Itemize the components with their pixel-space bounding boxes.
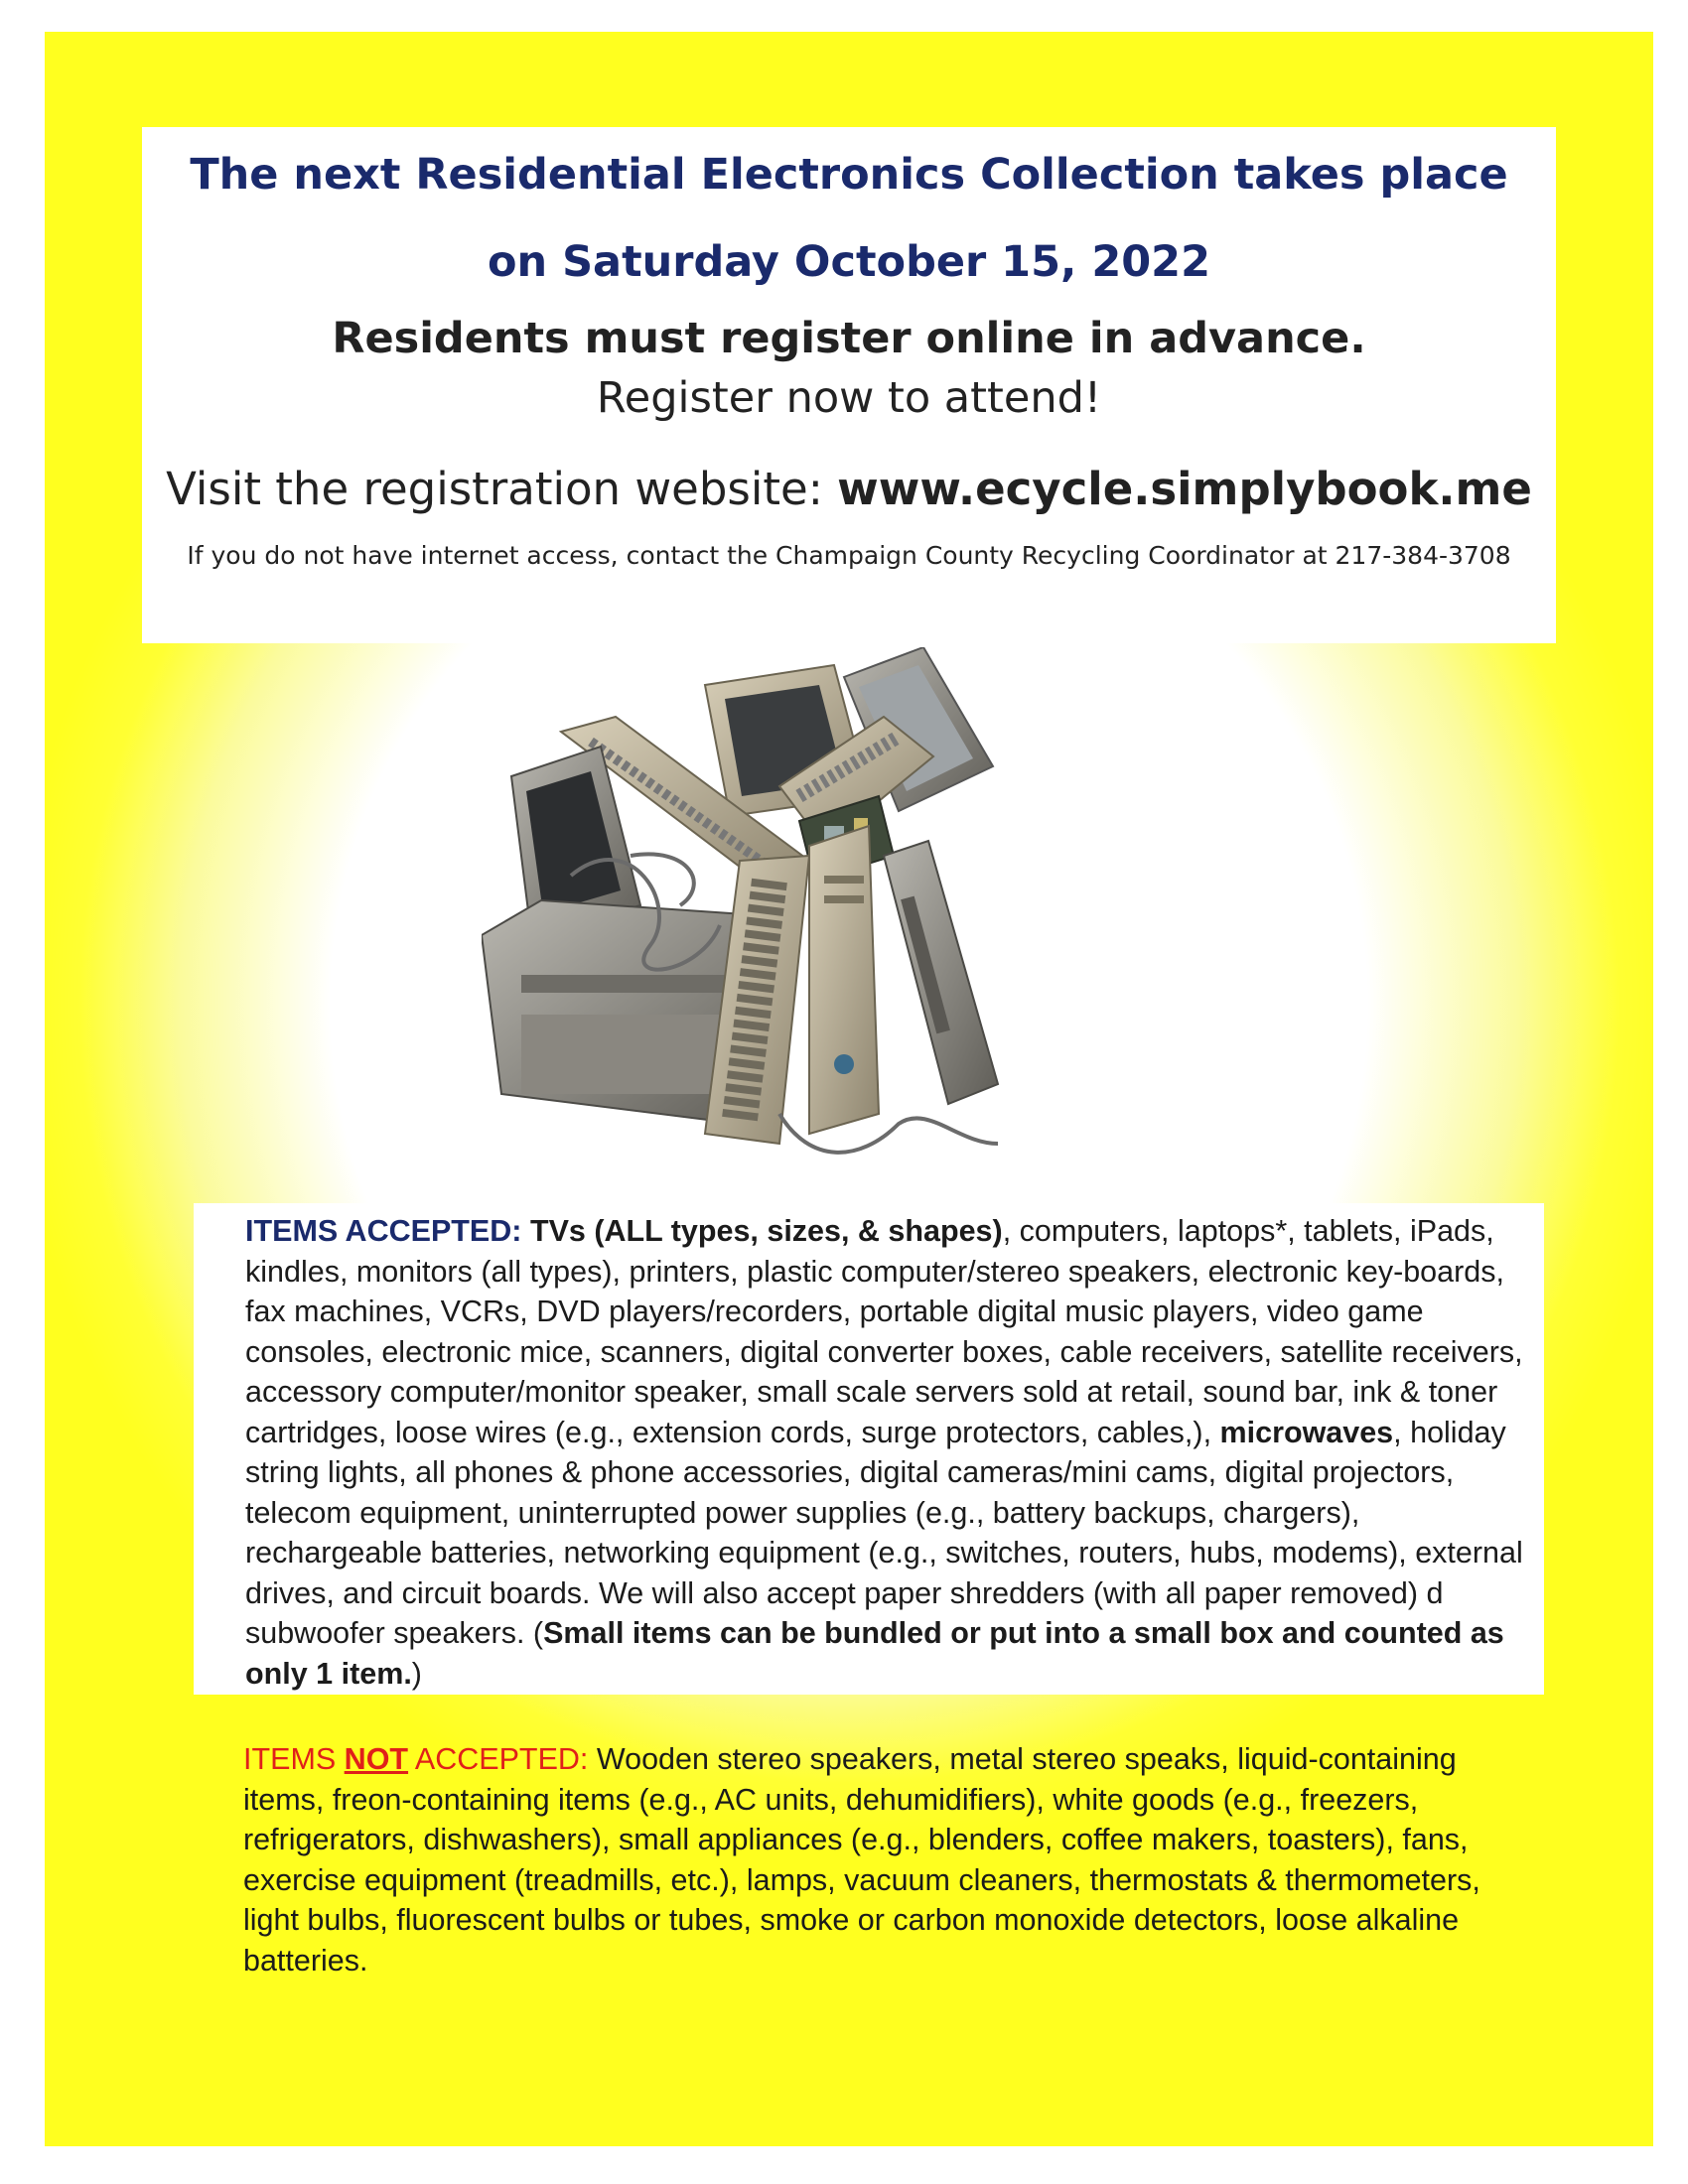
register-must-text: Residents must register online in advance.	[332, 314, 1366, 363]
not-label-not: NOT	[344, 1742, 409, 1776]
items-accepted-box	[194, 1203, 1544, 1695]
tower-side-icon	[884, 841, 998, 1104]
accepted-list-part-1: , computers, laptops*, tablets, iPads, kindles, monitors (all types), printers, plastic computer/stereo speakers, electronic key-boards, fax machines, VCRs, DVD players/recorders, portable digital music players, video game consoles, electronic mice, scanners, digital converter boxes, cable receivers, satellite receivers, accessory computer/monitor speaker, small scale servers sold at retail, sound bar, ink & toner cartridges, loose wires (e.g., extension cords, surge protectors, cables,),	[245, 1214, 1523, 1449]
visit-prefix: Visit the registration website:	[166, 463, 838, 515]
microwaves-text: microwaves	[1219, 1415, 1394, 1449]
header-box	[142, 127, 1556, 643]
items-accepted-paragraph	[245, 1211, 1536, 1694]
headline-line-2: on Saturday October 15, 2022	[487, 237, 1211, 287]
headline	[142, 127, 1556, 306]
accepted-list-part-2: , holiday string lights, all phones & phone accessories, digital cameras/mini cams, digital projectors, telecom equipment, uninterrupted power supplies (e.g., battery backups, chargers), rechargeable batteries, networking equipment (e.g., switches, routers, hubs, modems), external drives, and circuit boards. We will also accept paper shredders (with all paper removed) d subwoofer speakers. (	[245, 1415, 1523, 1650]
bundle-note: Small items can be bundled or put into a small box and counted as only 1 item.	[245, 1616, 1504, 1691]
items-not-accepted-label	[243, 1742, 588, 1776]
items-not-accepted-paragraph	[243, 1739, 1534, 1980]
register-now-text: Register now to attend!	[596, 373, 1102, 423]
contact-note: If you do not have internet access, contact the Champaign County Recycling Coordinator at 217-384-3708	[187, 541, 1511, 570]
not-accepted-list: Wooden stereo speakers, metal stereo speaks, liquid-containing items, freon-containing items (e.g., AC units, dehumidifiers), white goods (e.g., freezers, refrigerators, dishwashers), small appliances (e.g., blenders, coffee makers, toasters), fans, exercise equipment (treadmills, etc.), lamps, vacuum cleaners, thermostats & thermometers, light bulbs, fluorescent bulbs or tubes, smoke or carbon monoxide detectors, loose alkaline batteries.	[243, 1742, 1480, 1978]
tvs-text: TVs (ALL types, sizes, & shapes)	[529, 1214, 1003, 1248]
computer-tower-icon	[809, 826, 879, 1134]
flyer-background	[45, 32, 1653, 2146]
electronics-pile-image	[482, 647, 1196, 1203]
items-accepted-label: ITEMS ACCEPTED:	[245, 1214, 522, 1248]
headline-line-1: The next Residential Electronics Collection takes place	[190, 150, 1508, 200]
not-label-accepted: ACCEPTED:	[408, 1742, 589, 1776]
close-paren: )	[411, 1656, 422, 1691]
website-link[interactable]: www.ecycle.simplybook.me	[837, 463, 1532, 515]
not-label-items: ITEMS	[243, 1742, 345, 1776]
visit-line	[142, 463, 1556, 515]
